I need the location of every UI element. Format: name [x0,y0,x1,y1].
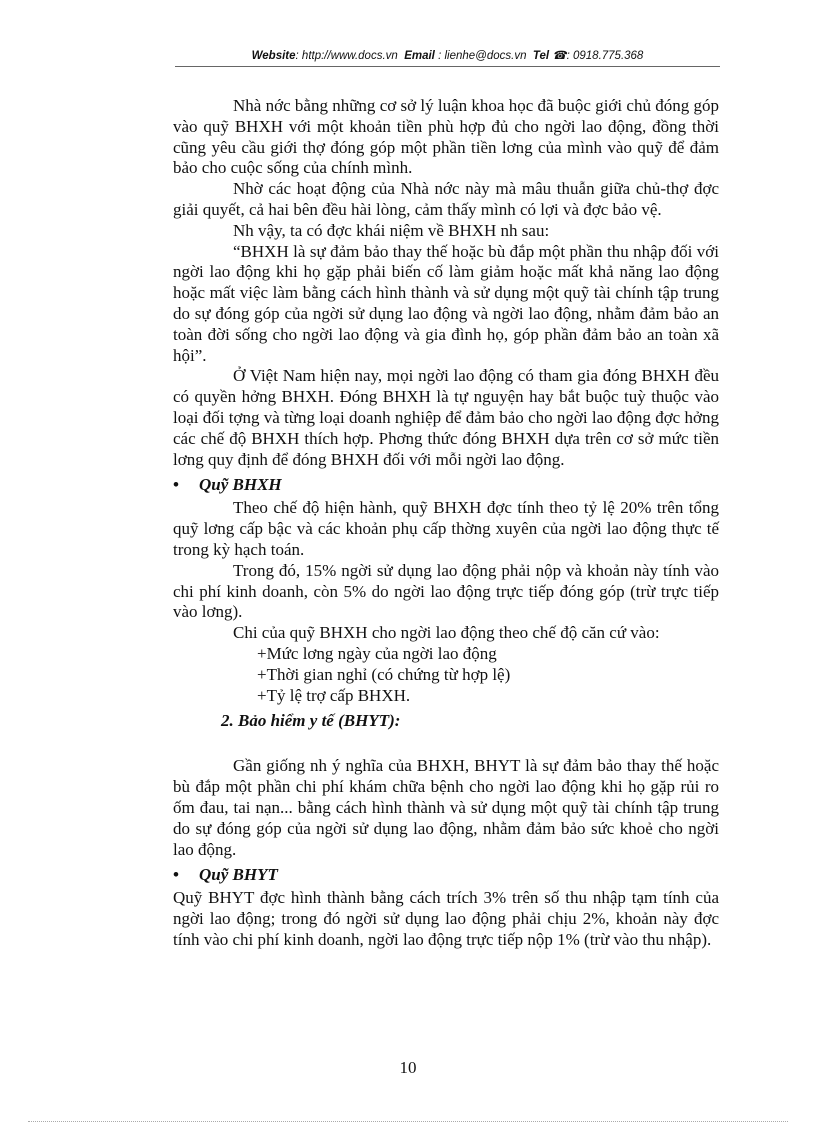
page-number: 10 [399,1058,417,1077]
paragraph-5: Ở Việt Nam hiện nay, mọi ngời lao động có tham gia đóng BHXH đều có quyền hởng BHXH. Đóng BHXH là tự nguyện hay bắt buộc tuỳ thuộc vào loại đối tợng và từng loại doanh nghiệp để đảm bảo cho ngời lao động đợc hởng các chế độ BHXH thích hợp. Phơng thức đóng BHXH dựa trên cơ sở mức tiền lơng quy định để đóng BHXH đối với mỗi ngời lao động. [173,366,719,469]
list-item-2: +Thời gian nghỉ (có chứng từ hợp lệ) [257,664,511,684]
paragraph-7: Trong đó, 15% ngời sử dụng lao động phải nộp và khoản này tính vào chi phí kinh doanh, còn 5% do ngời lao động trực tiếp đóng góp (trừ trực tiếp vào lơng). [173,560,719,622]
paragraph-9: Gần giống nh ý nghĩa của BHXH, BHYT là sự đảm bảo thay thế hoặc bù đắp một phần chi phí khám chữa bệnh cho ngời lao động khi họ gặp rủi ro ốm đau, tai nạn... bằng cách hình thành và sử dụng một quỹ tài chính tập trung do sự đóng góp của ngời sử dụng lao động, nhằm đảm bảo sức khoẻ cho ngời lao động. [173,756,719,859]
paragraph-6: Theo chế độ hiện hành, quỹ BHXH đợc tính theo tỷ lệ 20% trên tổng quỹ lơng cấp bậc và các khoản phụ cấp thờng xuyên của ngời lao động thực tế trong kỳ hạch toán. [173,498,719,559]
heading-quy-bhxh [173,474,719,496]
page-bottom-divider [28,1121,788,1122]
paragraph-10: Quỹ BHYT đợc hình thành bằng cách trích 3% trên số thu nhập tạm tính của ngời lao động; trong đó ngời sử dụng lao động phải chịu 2%, khoản này đợc tính vào chi phí kinh doanh, ngời lao động trực tiếp nộp 1% (trừ vào thu nhập). [173,888,719,949]
list-item-3: +Tỷ lệ trợ cấp BHXH. [257,685,411,705]
paragraph-2: Nhờ các hoạt động của Nhà nớc này mà mâu thuẫn giữa chủ-thợ đợc giải quyết, cả hai bên đều hài lòng, cảm thấy mình có lợi và đợc bảo vệ. [173,179,719,219]
email-value[interactable]: : lienhe@docs.vn [438,50,527,62]
phone-icon: ☎ [552,50,567,62]
bhxh-definition: “BHXH là sự đảm bảo thay thế hoặc bù đắp một phần thu nhập đối với ngời lao động khi họ gặp phải biến cố làm giảm hoặc mất khả năng lao động hoặc mất việc làm bằng cách hình thành và sử dụng một quỹ tài chính tập trung do sự đóng góp của ngời sử dụng lao động và ngời lao động, nhằm đảm bảo an toàn đời sống cho ngời lao động và gia đình họ, góp phần đảm bảo an toàn xã hội”. [173,241,719,365]
website-value[interactable]: : http://www.docs.vn [295,50,398,62]
email-label: Email [404,50,435,62]
document-body [173,96,719,951]
bullet-icon: • [173,865,179,885]
website-label: Website [251,50,296,62]
section-heading-bhyt: 2. Bảo hiểm y tế (BHYT): [221,711,401,731]
page-header [175,48,720,67]
heading-quy-bhyt-text: Quỹ BHYT [199,865,278,885]
bullet-icon: • [173,475,179,495]
tel-value: : 0918.775.368 [566,50,644,62]
list-item-1: +Mức lơng ngày của ngời lao động [257,643,497,663]
heading-quy-bhyt [173,864,719,886]
paragraph-8: Chi của quỹ BHXH cho ngời lao động theo chế độ căn cứ vào: [233,623,660,643]
paragraph-3: Nh vậy, ta có đợc khái niệm về BHXH nh sau: [233,220,550,240]
paragraph-1: Nhà nớc bằng những cơ sở lý luận khoa học đã buộc giới chủ đóng góp vào quỹ BHXH với một khoản tiền phù hợp đủ cho ngời lao động, đồng thời cũng yêu cầu giới thợ đóng góp một phần tiền lơng của mình vào quỹ để đảm bảo cho cuộc sống của chính mình. [173,96,719,178]
tel-label: Tel [532,50,550,62]
heading-quy-bhxh-text: Quỹ BHXH [199,475,282,495]
